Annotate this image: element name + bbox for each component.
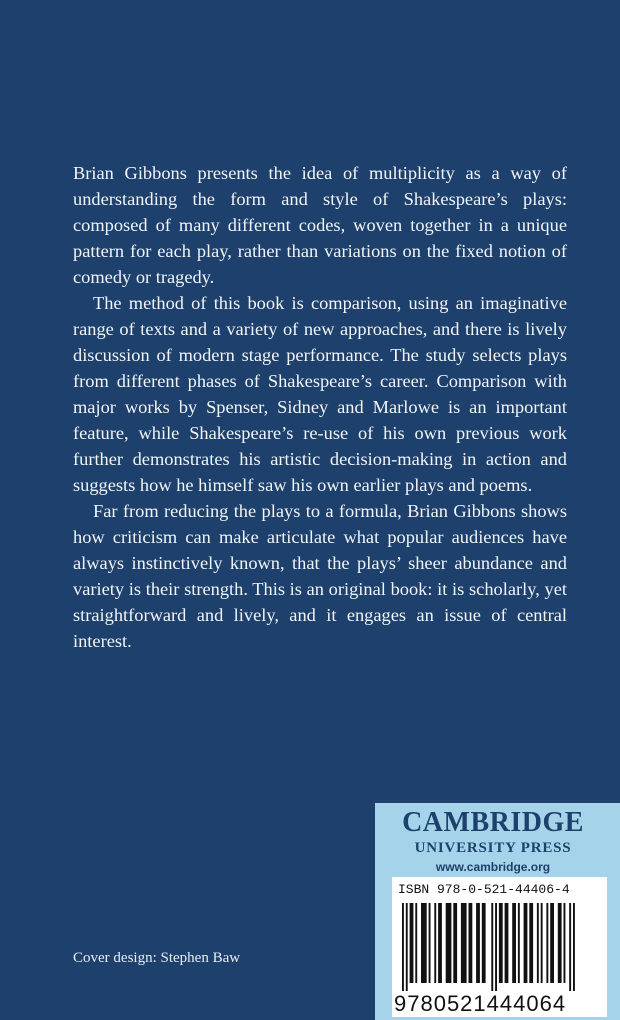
publisher-name: CAMBRIDGE — [402, 807, 584, 838]
blurb-paragraph: Far from reducing the plays to a formula, Brian Gibbons shows how criticism can make articulate what popular audiences have always instinctively known, that the plays’ sheer abundance and variety is their strength. This is an original book: it is scholarly, yet straightforward and lively, and it engages an issue of central interest. — [73, 501, 567, 651]
barcode-digits: 9780521444064 — [394, 991, 567, 1016]
publisher-logo — [393, 807, 593, 875]
publisher-url: www.cambridge.org — [435, 860, 551, 874]
barcode-box — [392, 877, 607, 1017]
cover-design-credit: Cover design: Stephen Baw — [73, 950, 241, 966]
isbn-label: ISBN 978-0-521-44406-4 — [398, 882, 570, 897]
blurb-paragraph: Brian Gibbons presents the idea of multiplicity as a way of understanding the form and style of Shakespeare’s plays: composed of many different codes, woven together in a unique pattern for each play, rather than variations on the fixed notion of comedy or tragedy. — [73, 163, 567, 287]
blurb-text — [73, 160, 567, 654]
publisher-panel — [375, 803, 620, 1020]
barcode-icon — [396, 903, 603, 991]
blurb-paragraph: The method of this book is comparison, using an imaginative range of texts and a variety of new approaches, and there is lively discussion of modern stage performance. The study selects plays from different phases of Shakespeare’s career. Comparison with major works by Spenser, Sidney and Marlowe is an important feature, while Shakespeare’s re-use of his own previous work further demonstrates his artistic decision-making in action and suggests how he himself saw his own earlier plays and poems. — [73, 293, 567, 495]
publisher-subtitle: UNIVERSITY PRESS — [414, 840, 572, 856]
